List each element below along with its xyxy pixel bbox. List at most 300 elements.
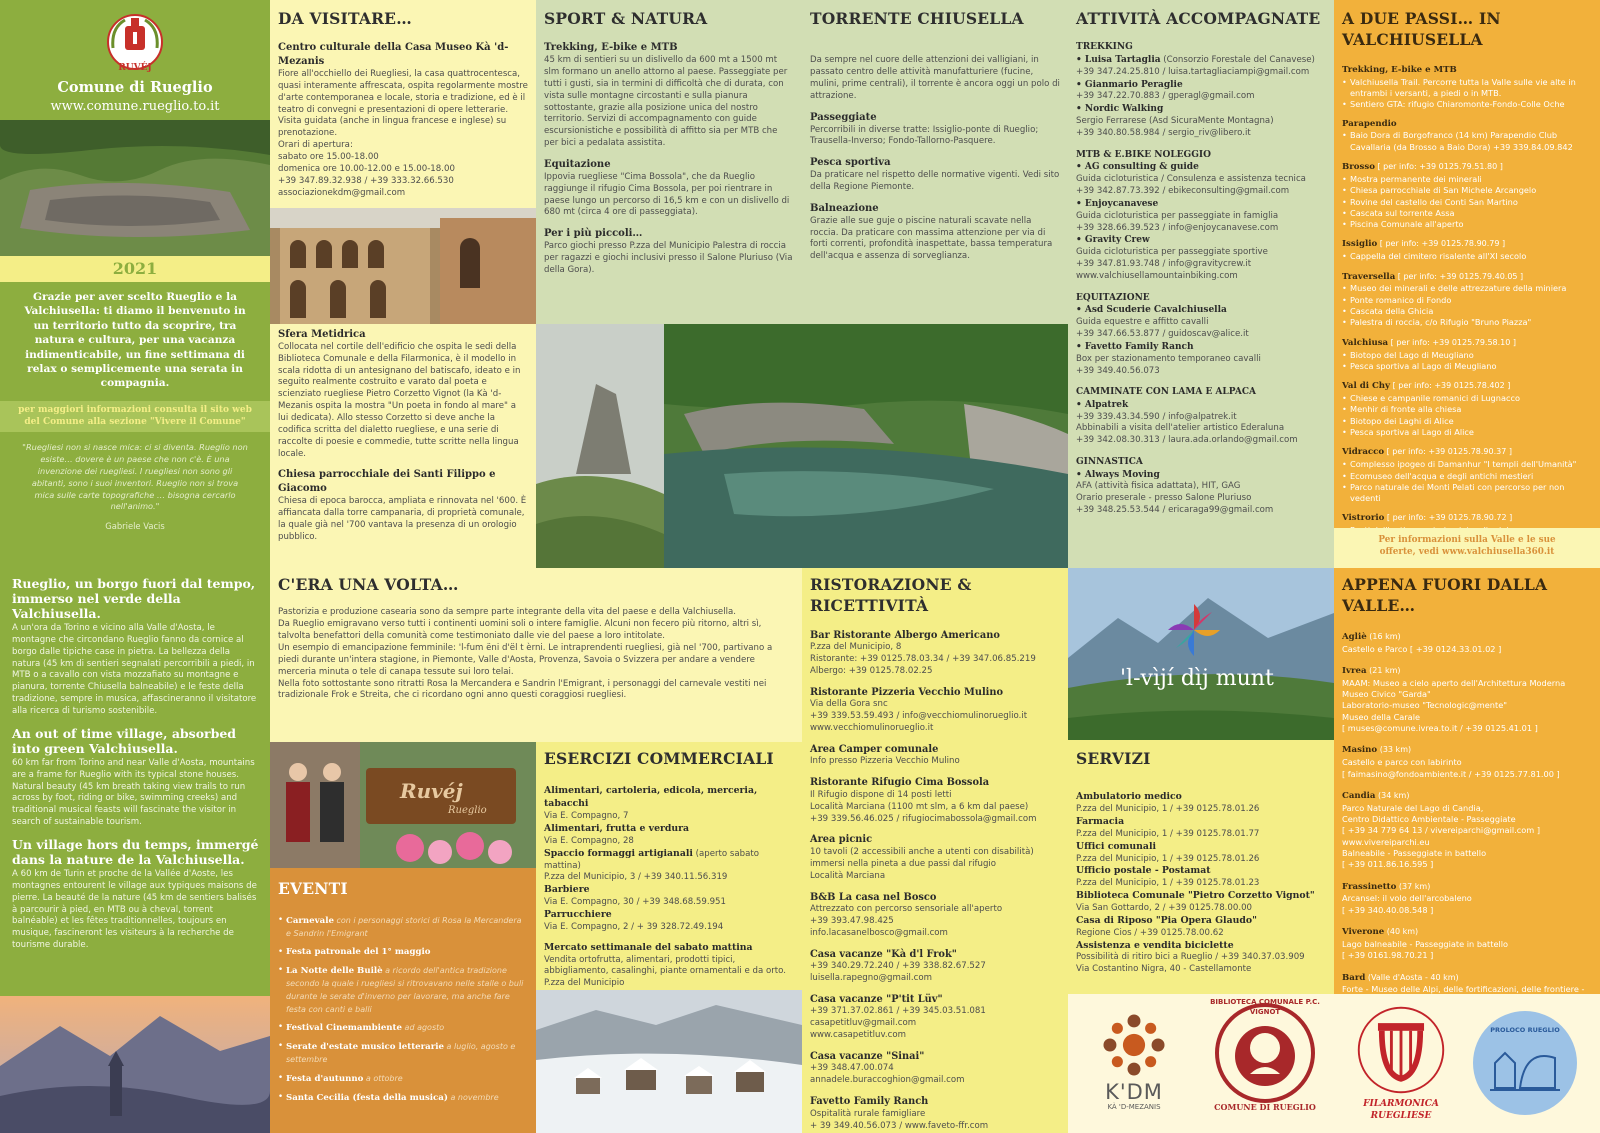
attivita-entry-name: • Nordic Walking [1076,104,1164,115]
duepassi-list-item: • Pesca sportiva al Lago di Alice [1342,427,1592,438]
attivita-line [1076,493,1326,505]
fuori-item-name: Agliè [1342,631,1367,642]
duepassi-list [1342,174,1592,231]
visitare-hours-2: domenica ore 10.00-12.00 e 15.00-18.00 [278,163,455,174]
snow-village-photo [536,990,802,1133]
carnival-sign-sub: Rueglio [448,805,487,816]
fuori-item-line[interactable]: www.vivereiparchi.eu [1342,836,1430,847]
duepassi-group-title [1342,271,1592,284]
ristorazione-item-line[interactable]: +39 339.56.46.025 / rifugiocimabossola@gmail.com [810,813,1037,824]
torrente-item-0-text: Percorribili in diverse tratte: Issiglio-ponte di Rueglio; Trausella-Inverso; Fondo-Tallorno-Pasquere. [810,124,1039,147]
ristorazione-item-line[interactable]: casapetitluv@gmail.com [810,1018,917,1029]
duepassi-group-title [1342,380,1592,393]
carnival-sign: Ruvéj [400,779,463,803]
attivita-entry-detail[interactable]: +39 347.24.25.810 / luisa.tartagliaciampi@gmail.com [1076,66,1310,77]
attivita-line [1076,329,1326,341]
attivita-line [1076,128,1326,140]
duepassi-place-name: Valchiusa [1342,337,1389,348]
cera-p4: Nella foto sottostante sono ritratti Rosa la Mercandera e Sandrin l'Emigrant, i personaggi del carnevale vestiti nei tradizionale Frok e Streita, che ci ricordano ogni anno questi coraggiosi ruegliesi. [278,678,767,701]
eventi-panel [270,868,536,1133]
eventi-item [278,1041,528,1067]
ristorazione-item-name: B&B La casa nel Bosco [810,891,937,903]
servizi-title: SERVIZI [1076,749,1151,768]
year-band: 2021 [0,256,270,282]
sport-item-0-name: Trekking, E-bike e MTB [544,42,678,54]
fuori-item-line[interactable]: [ +39 34 779 64 13 / vivereiparchi@gmail.com ] [1342,825,1541,836]
eventi-item-name: Serate d'estate musico letterarie [286,1042,445,1053]
servizi-item-line[interactable]: P.zza del Municipio, 1 / +39 0125.78.01.26 [1076,853,1260,864]
duepassi-list [1342,251,1592,262]
duepassi-list-item: • Cascata della Ghicia [1342,306,1592,317]
esercizi-item-address[interactable]: P.zza del Municipio, 3 / +39 340.11.56.319 [544,872,728,883]
fuori-item-title [1342,744,1592,757]
duepassi-list-item: • Chiese e campanile romanici di Lugnacco [1342,393,1592,404]
intro-it-title: Rueglio, un borgo fuori dal tempo, immerso nel verde della Valchiusella. [12,576,256,621]
fuori-item-name: Candia [1342,790,1376,801]
duepassi-place-name: Brosso [1342,162,1375,173]
ristorazione-item-line[interactable]: annadele.buraccoghion@gmail.com [810,1075,965,1086]
fuori-item-line[interactable]: Laboratorio-museo "Tecnologic@mente" [1342,700,1507,711]
attivita-entry-detail: Orario preserale - presso Salone Pluriuso [1076,493,1252,504]
mercato-text: Vendita ortofrutta, alimentari, prodotti tipici, abbigliamento, casalinghi, piante ornamentali e da orto. P.zza del Municipio [544,954,786,989]
esercizi-item-name: Spaccio formaggi artigianali [544,847,693,859]
eventi-list [278,915,528,1104]
ristorazione-item-line[interactable]: +39 393.47.98.425 [810,915,894,926]
fuori-item-km: (40 km) [1384,927,1419,937]
attivita-entry-name: • Enjoycanavese [1076,198,1159,209]
esercizi-title: ESERCIZI COMMERCIALI [544,749,774,768]
duepassi-list [1342,77,1592,111]
ristorazione-item-line[interactable]: www.casapetitluv.com [810,1030,906,1041]
visitare-item-0-text: Fiore all'occhiello dei Ruegliesi, la casa quattrocentesca, quasi interamente affrescata, ospita regolarmente mostre d'arte contemporanea e locale, storia e tradizione, ed è il teatro di convegni e presentazioni di opere letterarie. Visita guidata (anche in lingua francese e inglese) su prenotazione. [278,68,528,139]
duepassi-place-info[interactable]: [ per info: +39 0125.78.402 ] [1390,381,1511,391]
esercizi-item-name: Alimentari, cartoleria, edicola, merceria, tabacchi [544,785,758,810]
duepassi-group-title [1342,119,1592,131]
esercizi-item-address: Via E. Compagno, 28 [544,835,634,846]
duepassi-list [1342,350,1592,373]
eventi-item-note: ad agosto [402,1023,445,1033]
fuori-item-name: Bard [1342,972,1366,983]
duepassi-place-name: Vidracco [1342,447,1385,458]
kdm-logo-main: K'DM [1105,1080,1163,1104]
cera-p2: Da Rueglio emigravano verso tutti i continenti uomini soli o intere famiglie. Alcuni non fecero più ritorno, altri sì, talvolta benefattori della comunità come testimoniato dalle vie del paese a loro intitolate. [278,619,762,642]
attivita-entry-detail[interactable]: +39 349.40.56.073 [1076,365,1160,376]
esercizi-item-name: Barbiere [544,884,590,896]
ristorazione-item-line: Località Marciana [810,870,886,881]
duepassi-groups [1342,65,1592,537]
sport-item-2-name: Per i più piccoli… [544,228,643,240]
attivita-line [1076,186,1326,198]
torrente-item-1-text: Da praticare nel rispetto delle normative vigenti. Vedi sito della Regione Piemonte. [810,170,1060,192]
attivita-line [1076,198,1326,211]
attivita-entry-detail[interactable]: +39 348.25.53.544 / ericaraga99@gmail.com [1076,505,1274,516]
attivita-line [1076,234,1326,247]
esercizi-item-name: Parrucchiere [544,908,612,920]
sport-item-1-name: Equitazione [544,159,611,171]
servizi-item-name: Ambulatorio medico [1076,791,1182,803]
more-info-band[interactable]: per maggiori informazioni consulta il sito web del Comune alla sezione "Vivere il Comune" [0,401,270,432]
ristorazione-item-name: Area Camper comunale [810,743,939,755]
servizi-item-line[interactable]: Possibilità di ritiro bici a Rueglio / +39 340.37.03.909 [1076,952,1305,963]
duepassi-group-title [1342,512,1592,525]
fuori-panel [1334,568,1600,994]
ristorazione-title: RISTORAZIONE & RICETTIVITÀ [810,575,972,616]
mountain-church-photo [0,996,270,1133]
attivita-entry-detail[interactable]: +39 347.66.53.877 / guidoscav@alice.it [1076,328,1249,339]
attivita-line [1076,174,1326,186]
attivita-entry-detail[interactable]: +39 339.43.34.590 / info@alpatrek.it [1076,411,1237,422]
attivita-line [1076,54,1326,67]
eventi-item-name: Carnevale [286,916,334,927]
duepassi-list-item: • Cappella del cimitero risalente all'XI secolo [1342,251,1592,262]
servizi-item-line[interactable]: Via San Gottardo, 2 / +39 0125.78.00.00 [1076,902,1253,913]
torrente-item-1-name: Pesca sportiva [810,157,891,169]
eventi-item [278,947,528,959]
duepassi-place-name: Val di Chy [1342,381,1391,392]
ristorazione-item-line[interactable]: +39 340.29.72.240 / +39 338.82.67.527 [810,961,986,972]
visitare-item-2-name: Chiesa parrocchiale dei Santi Filippo e Giacomo [278,469,496,495]
attivita-line [1076,67,1326,79]
duepassi-list-item: • Menhir di fronte alla chiesa [1342,404,1592,415]
duepassi-list-item: • Baio Dora di Borgofranco (14 km) Parapendio Club Cavallaria (da Brosso a Baio Dora) +39 339.84.09.842 [1342,130,1592,153]
filarmonica-text: FILARMONICA RUEGLIESE [1363,1099,1439,1122]
torrente-intro: Da sempre nel cuore delle attenzioni dei valligiani, in passato centro delle attività manufatturiere (fucine, mulini, prime centrali), il torrente è ancora oggi un polo di attrazione. [810,55,1060,101]
fuori-item-km: (21 km) [1366,665,1401,675]
esercizi-item [544,848,794,873]
fuori-item-line: Forte - Museo delle Alpi, delle fortificazioni, delle frontiere - [1342,984,1585,995]
proloco-text: PROLOCO RUEGLIO [1490,1026,1560,1034]
duepassi-place-info[interactable]: [ per info: +39 0125.78.90.79 ] [1377,239,1506,249]
river-pool-photo [664,324,1068,568]
duepassi-place-info[interactable]: [ per info: +39 0125.79.40.05 ] [1395,271,1524,281]
biblioteca-logo [1200,998,1330,1130]
servizi-panel [1068,740,1334,994]
sport-item-1-text: Ippovia ruegliese "Cima Bossola", che da Rueglio raggiunge il rifugio Cima Bossola, per poi rientrare in paese lungo un percorso di 16,5 km e con un dislivello di 680 mt (circa 4 ore di passeggiata). [544,171,790,218]
eventi-item-name: Festa d'autunno [286,1073,364,1084]
eventi-item [278,965,528,1016]
ristorazione-item-line: Attrezzato con percorso sensoriale all'aperto [810,904,1003,915]
attivita-line [1076,435,1326,447]
servizi-item-name: Uffici comunali [1076,840,1157,852]
eventi-item-name: Festival Cinemambiente [286,1023,402,1034]
duepassi-place-info[interactable]: [ per info: +39 0125.79.51.80 ] [1374,162,1503,172]
ristorazione-item-line[interactable]: +39 348.47.00.074 [810,1063,894,1074]
duepassi-list [1342,459,1592,504]
esercizi-item-name: Alimentari, frutta e verdura [544,822,690,834]
fuori-item-line: Castello e parco con labirinto [1342,757,1462,768]
eventi-item-note: a novembre [447,1092,499,1102]
attivita-line [1076,469,1326,482]
ristorazione-item-name: Bar Ristorante Albergo Americano [810,629,1000,641]
attivita-entry-detail: Guida cicloturistica per passeggiate sportive [1076,247,1268,258]
eventi-title: EVENTI [278,879,348,898]
torrente-panel [802,0,1068,324]
ristorazione-panel [802,568,1068,1133]
attivita-line [1076,412,1326,424]
fuori-item-title [1342,790,1592,803]
attivita-entry-detail[interactable]: +39 342.87.73.392 / ebikeconsulting@gmail.com [1076,185,1290,196]
attivita-group-title: MTB & E.BIKE NOLEGGIO [1076,149,1211,160]
servizi-item-line[interactable]: Regione Cios / +39 0125.78.00.62 [1076,927,1224,938]
attivita-group-title: GINNASTICA [1076,457,1143,468]
cera-panel [270,568,802,742]
servizi-item-name: Biblioteca Comunale "Pietro Corzetto Vignot" [1076,890,1315,902]
attivita-entry-detail[interactable]: +39 347.81.93.748 / info@gravitycrew.it [1076,259,1252,270]
attivita-entry-name: • Gravity Crew [1076,235,1150,246]
fuori-item-line[interactable]: [ +39 340.40.08.548 ] [1342,904,1434,915]
duepassi-list-item: • Cascata sul torrente Assa [1342,208,1592,219]
vijidijmunt-text: 'l-vìjí dìj munt [1120,666,1274,691]
fuori-item-line[interactable]: [ muses@comune.ivrea.to.it / +39 0125.41.01 ] [1342,723,1538,734]
visitare-panel-2 [270,324,536,568]
carnival-photo [270,742,536,868]
duepassi-group-title [1342,161,1592,174]
ristorazione-item-line[interactable]: +39 371.37.02.861 / +39 345.03.51.081 [810,1006,986,1017]
servizi-item-name: Assistenza e vendita biciclette [1076,939,1234,951]
eventi-item-note: a ricordo dell'antica tradizione secondo la quale i ruegliesi si ritrovavano nelle stalle o buli durante le serate d'inverno per lavorare, ma anche fare festa con canti e balli [286,965,524,1014]
attivita-entry-name: • Luisa Tartaglia [1076,54,1161,65]
attivita-entry-detail: Guida equestre e affitto cavalli [1076,317,1209,328]
eventi-item-note: con i personaggi storici di Rosa la Mercandera e Sandrin l'Emigrant [286,916,522,939]
sport-item-0-text: 45 km di sentieri su un dislivello da 600 mt a 1500 mt slm formano un anello attorno al paese. Passeggiate per tutti i gusti, sia in termini di difficoltà che di durata, con vista sulle montagne circostanti e sulla pianura sottostante, grazie alla posizione unica del nostro territorio. Servizi di accompagnamento con guide escursionistiche e possibilità di affitto sia per MTB che per bici a pedalata assistita. [544,55,788,149]
attivita-line [1076,481,1326,493]
attivita-line [1076,91,1326,103]
attivita-line [1076,161,1326,174]
visitare-item-1-name: Sfera Metidrica [278,329,366,340]
duepassi-place-info[interactable]: [ per info: +39 0125.79.58.10 ] [1388,337,1517,347]
fuori-item-line: MAAM: Museo a cielo aperto dell'Architettura Moderna [1342,677,1566,688]
torrente-title: TORRENTE CHIUSELLA [810,9,1024,28]
attivita-entry-detail: Sergio Ferrarese (Asd SicuraMente Montagna) [1076,116,1274,127]
ristorazione-item-name: Ristorante Rifugio Cima Bossola [810,777,990,789]
welcome-panel [0,256,270,556]
duepassi-list-item: • Piscina Comunale all'aperto [1342,219,1592,230]
ristorazione-item-line: Il Rifugio dispone di 14 posti letti [810,789,952,800]
sport-item-2-text: Parco giochi presso P.zza del Municipio Palestra di roccia per ragazzi e giochi inclusivi presso il Salone Pluriuso (Via della Gora). [544,241,793,275]
fuori-item-line: Centro Didattico Ambientale - Passeggiate [1342,814,1516,824]
duepassi-place-name: Trekking, E-bike e MTB [1342,64,1457,75]
duepassi-list-item: • Sentiero GTA: rifugio Chiaromonte-Fondo-Colle Oche [1342,99,1592,110]
attivita-group-title: EQUITAZIONE [1076,292,1150,303]
ristorazione-item-line[interactable]: www.vecchiomulinorueglio.it [810,723,934,734]
attivita-line [1076,304,1326,317]
attivita-line [1076,366,1326,378]
eventi-item-note: a luglio, agosto e settembre [286,1042,516,1065]
intro-fr-title: Un village hors du temps, immergé dans la nature de la Valchiusella. [12,837,259,868]
attivita-entry-name: • Asd Scuderie Cavalchiusella [1076,305,1227,316]
sport-title: SPORT & NATURA [544,9,708,28]
esercizi-item-note: (aperto sabato mattina) [544,848,759,871]
ristorazione-item-line: Via della Gora snc [810,699,888,710]
sport-panel [536,0,802,324]
eventi-item [278,1022,528,1035]
fuori-item-km: (33 km) [1377,745,1412,755]
attivita-line [1076,79,1326,92]
attivita-entry-name: • Gianmario Peraglie [1076,79,1183,90]
fuori-item-km: (16 km) [1366,631,1401,641]
esercizi-item-address[interactable]: Via E. Compagno, 30 / +39 348.68.59.951 [544,897,726,908]
fuori-item-km: (34 km) [1375,790,1410,800]
attivita-entry-name: • Favetto Family Ranch [1076,341,1194,352]
attivita-line [1076,103,1326,116]
visitare-item-1-text: Collocata nel cortile dell'edificio che ospita le sedi della Biblioteca Comunale e della Filarmonica, è il modello in scala ridotta di un antesignano del batiscafo, ideato e in seguito realmente costruito e varato dal poeta e scienziato ruegliese Pietro Corzetto Vignot (la Kà 'd-Mezanis ospita la mostra "Un poeta in fondo al mare" a lui dedicata). Allo stesso Corzetto si deve anche la codifica scritta del dialetto ruegliese, e una serie di raccolte di poesie e commedie, tutte scritte nella lingua locale. [278,341,521,459]
quote-author: Gabriele Vacis [105,521,165,532]
attivita-entry-detail: Abbinabili a visita dell'atelier artistico Ederaluna [1076,423,1285,434]
fuori-item-line[interactable]: [ faimasino@fondoambiente.it / +39 0125.77.81.00 ] [1342,768,1560,779]
eventi-item [278,1073,528,1086]
ristorazione-item-line[interactable]: +39 339.53.59.493 / info@vecchiomulinorueglio.it [810,711,1028,722]
duepassi-place-info[interactable]: [ per info: +39 0125.78.90.37 ] [1384,447,1512,457]
visitare-item-2-text: Chiesa di epoca barocca, ampliata e rinnovata nel '600. È affiancata dalla torre campanaria, di proprietà comunale, la quale già nel '700 vantava la presenza di un orologio pubblico. [278,495,527,542]
attivita-entry-name: • Alpatrek [1076,399,1129,410]
eventi-item [278,915,528,941]
attivita-line [1076,259,1326,271]
ristorazione-item-name: Favetto Family Ranch [810,1096,929,1108]
attivita-entry-detail: Box per stazionamento temporaneo cavalli [1076,353,1261,364]
duepassi-list-item: • Chiesa parrocchiale di San Michele Arcangelo [1342,185,1592,196]
fuori-item-line: Museo Civico "Garda" [1342,689,1431,700]
ristorazione-item-line: P.zza del Municipio, 8 [810,642,902,653]
fuori-item-line: Parco Naturale del Lago di Candia, [1342,802,1484,813]
intro-en-text: 60 km far from Torino and near Valle d'Aosta, mountains are a frame for Rueglio with its typical stone houses. Natural beauty (45 km breath taking view trails to run across by foot, riding or bike, swimming creeks) and traditional musical feasts will fascinate the visitor in search of sustainable tourism. [12,757,255,828]
attivita-line [1076,223,1326,235]
duepassi-list [1342,393,1592,438]
duepassi-list-item: • Mostra permanente dei minerali [1342,174,1592,185]
duepassi-list-item: • Ecomuseo dell'acqua e degli antichi mestieri [1342,471,1592,482]
attivita-title: ATTIVITÀ ACCOMPAGNATE [1076,9,1321,28]
left-header-panel [0,0,270,120]
attivita-entry-note: (Consorzio Forestale del Canavese) [1160,54,1315,65]
ristorazione-item-line[interactable]: + 39 349.40.56.073 / www.faveto-ffr.com [810,1120,989,1131]
servizi-item-line[interactable]: P.zza del Municipio, 1 / +39 0125.78.01.26 [1076,804,1260,815]
ristorazione-item-line: Info presso Pizzeria Vecchio Mulino [810,756,960,767]
attivita-line [1076,116,1326,128]
kdm-logo [1084,1008,1184,1123]
duepassi-list-item: • Museo dei minerali e delle attrezzature della miniera [1342,283,1592,294]
cera-title: C'ERA UNA VOLTA… [278,575,459,594]
visitare-item-0-name: Centro culturale della Casa Museo Kà 'd-Mezanis [278,42,509,68]
visitare-hours-0: Orari di apertura: [278,140,353,151]
servizi-item-line: Via Costantino Nigra, 40 - Castellamonte [1076,964,1252,975]
duepassi-group-title [1342,337,1592,350]
esercizi-item [544,909,794,922]
ristorazione-item-name: Casa vacanze "P'tit Lüv" [810,993,943,1005]
duepassi-group-title [1342,65,1592,77]
servizi-item-line[interactable]: P.zza del Municipio, 1 / +39 0125.78.01.23 [1076,878,1260,889]
duepassi-list-item: • Parco naturale dei Monti Pelati con percorso per non vedenti [1342,482,1592,505]
servizi-item-line[interactable]: P.zza del Municipio, 1 / +39 0125.78.01.77 [1076,828,1260,839]
duepassi-group-title [1342,446,1592,459]
fuori-item-title [1342,926,1592,939]
attivita-entry-detail[interactable]: www.valchiusellamountainbiking.com [1076,270,1238,281]
comune-crest [103,8,167,72]
duepassi-list-item: • Palestra di roccia, c/o Rifugio "Bruno Piazza" [1342,317,1592,328]
duepassi-place-info[interactable]: [ per info: +39 0125.78.90.72 ] [1384,513,1513,523]
attivita-group-title: TREKKING [1076,42,1133,53]
ristorazione-item-line[interactable]: info.lacasanelbosco@gmail.com [810,927,948,938]
fuori-item-name: Frassinetto [1342,881,1397,892]
casa-museo-photo [270,208,536,324]
servizi-item-name: Casa di Riposo "Pia Opera Glaudo" [1076,914,1257,926]
fuori-item-name: Viverone [1342,927,1385,938]
servizi-list [1076,791,1326,976]
torrente-item-0-name: Passeggiate [810,111,877,123]
biblioteca-bottom-text: COMUNE DI RUEGLIO [1214,1102,1316,1112]
duepassi-list-item: • Valchiusella Trail. Percorre tutta la Valle sulle vie alte in entrambi i versanti, a piedi o in MTB. [1342,77,1592,100]
fuori-item-line: Lago balneabile - Passeggiate in battello [1342,938,1509,949]
servizi-item-name: Ufficio postale - Postamat [1076,865,1211,877]
attivita-entry-detail: Guida cicloturistica / Consulenza e assistenza tecnica [1076,174,1306,185]
crest-label: RUVÉJ [118,62,152,73]
fuori-item-km: (Valle d'Aosta - 40 km) [1365,972,1459,982]
duepassi-footer[interactable]: Per informazioni sulla Valle e le sue offerte, vedi www.valchiusella360.it [1334,528,1600,568]
attivita-line [1076,341,1326,354]
attivita-line [1076,247,1326,259]
attivita-entry-detail: AFA (attività fisica adattata), HIT, GAG [1076,481,1241,492]
duepassi-place-name: Traversella [1342,271,1396,282]
attivita-line [1076,505,1326,517]
attivita-line [1076,211,1326,223]
ristorazione-item-name: Casa vacanze "Kà d'l Frok" [810,948,957,960]
ristorazione-item-name: Casa vacanze "Sinai" [810,1050,925,1062]
fuori-item-name: Ivrea [1342,665,1367,676]
duepassi-panel [1334,0,1600,568]
fuori-item-line: Museo della Carale [1342,711,1421,722]
ristorazione-item-line[interactable]: Ristorante: +39 0125.78.03.34 / +39 347.06.85.219 [810,654,1036,665]
ristorazione-list [810,629,1060,1133]
duepassi-place-name: Vistrorio [1342,513,1385,524]
duepassi-title: A DUE PASSI… IN VALCHIUSELLA [1342,9,1501,50]
filarmonica-logo [1346,1002,1456,1126]
comune-website[interactable]: www.comune.rueglio.to.it [50,99,220,114]
visitare-hours-1: sabato ore 15.00-18.00 [278,151,379,162]
fuori-item-line: Arcansel: il volo dell'arcobaleno [1342,893,1472,904]
fuori-item-line[interactable]: [ +39 011.86.16.595 ] [1342,859,1434,870]
duepassi-list-item: • Biotopo del Lago di Meugliano [1342,350,1592,361]
attivita-entry-detail[interactable]: +39 342.08.30.313 / laura.ada.orlando@gmail.com [1076,435,1298,446]
visitare-title: DA VISITARE… [278,9,412,28]
fuori-item-line[interactable]: [ +39 0161.98.70.21 ] [1342,950,1434,961]
esercizi-panel [536,742,802,990]
visitare-hours-4[interactable]: associazionekdm@gmail.com [278,187,406,198]
attivita-line [1076,271,1326,283]
visitare-hours-3: +39 347.89.32.938 / +39 333.32.66.530 [278,175,454,186]
visitare-panel [270,0,536,208]
fuori-item-title [1342,972,1592,985]
attivita-entry-detail[interactable]: +39 328.66.39.523 / info@enjoycanavese.com [1076,222,1279,233]
ristorazione-item-line[interactable]: Albergo: +39 0125.78.02.25 [810,665,933,676]
fuori-item-line[interactable]: Castello e Parco [ +39 0124.33.01.02 ] [1342,643,1502,654]
attivita-groups [1076,41,1326,517]
intro-it-text: A un'ora da Torino e vicino alla Valle d'Aosta, le montagne che circondano Rueglio fanno da cornice al borgo dalle tipiche case in pietra. La bellezza della natura (45 km di sentieri segnalati percorribili a piedi, in MTB o a cavallo con vista mozzafiato su montagne e pianura, torrente Chiusella balneabile) e le feste della tradizione, sempre in musica, affascineranno il visitatore alla ricerca di turismo sostenibile. [12,623,257,717]
esercizi-item-address: Via E. Compagno, 7 [544,811,629,822]
village-photo [0,120,270,256]
esercizi-list [544,785,794,933]
attivita-group-title: CAMMINATE CON LAMA E ALPACA [1076,387,1256,398]
duepassi-list-item: • Complesso ipogeo di Damanhur "I templi dell'Umanità" [1342,459,1592,470]
eventi-item-name: Festa patronale del 1° maggio [286,947,431,958]
ristorazione-item-line[interactable]: luisella.rapegno@gmail.com [810,972,933,983]
duepassi-list-item: • Biotopo dei Laghi di Alice [1342,416,1592,427]
duepassi-list-item: • Pesca sportiva al Lago di Meugliano [1342,361,1592,372]
attivita-entry-detail[interactable]: +39 347.22.70.883 / gperagl@gmail.com [1076,91,1255,102]
attivita-entry-detail[interactable]: +39 340.80.58.984 / sergio_riv@libero.it [1076,127,1251,138]
fuori-item-title [1342,881,1592,894]
fuori-item-title [1342,631,1592,644]
attivita-entry-detail: Guida cicloturistica per passeggiate in famiglia [1076,210,1279,221]
eventi-item [278,1092,528,1105]
duepassi-list-item: • Ponte romanico di Fondo [1342,295,1592,306]
